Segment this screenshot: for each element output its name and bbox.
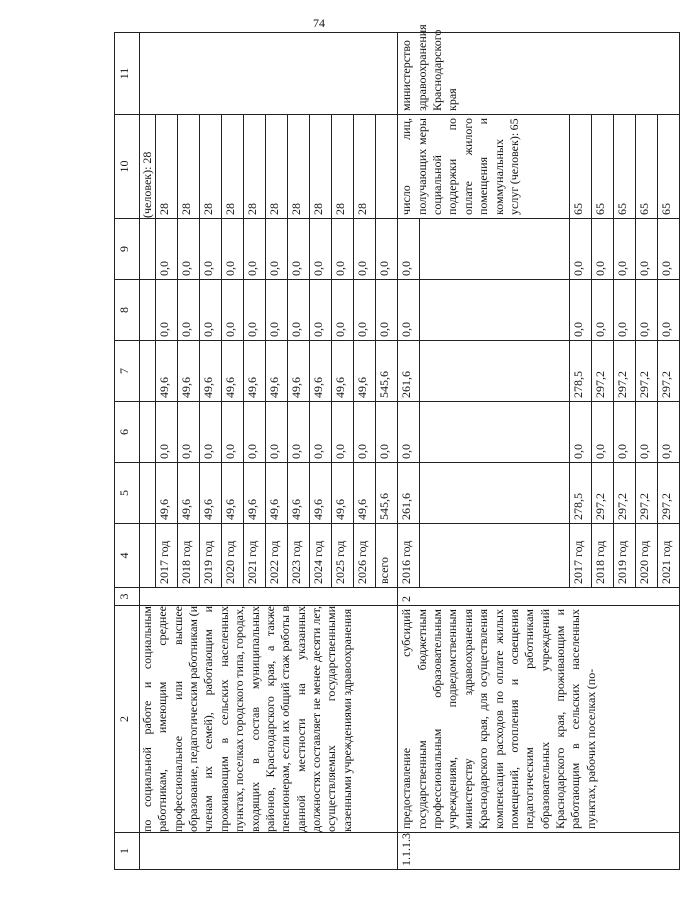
cell-year: 2019 год <box>200 524 222 588</box>
cell-value <box>420 463 570 524</box>
cell-value: 297,2 <box>592 341 614 402</box>
table-row <box>398 33 420 870</box>
cell-value: 545,6 <box>376 341 398 402</box>
indicator-tail: (человек): 28 <box>140 115 156 219</box>
cell-value: 0,0 <box>200 219 222 280</box>
cell-value: 49,6 <box>156 463 178 524</box>
header-cell: 4 <box>115 524 140 588</box>
cell-value: 297,2 <box>658 341 680 402</box>
header-cell: 5 <box>115 463 140 524</box>
header-cell: 10 <box>115 115 140 219</box>
cell-value: 0,0 <box>376 402 398 463</box>
header-cell: 6 <box>115 402 140 463</box>
cell-value: 0,0 <box>614 280 636 341</box>
cell-value <box>140 219 156 280</box>
cell-year <box>140 524 156 588</box>
cell-indicator-value: 28 <box>288 115 310 219</box>
cell-value <box>140 341 156 402</box>
cell-value: 0,0 <box>636 402 658 463</box>
cell-status <box>140 588 398 606</box>
cell-year: 2020 год <box>222 524 244 588</box>
cell-value: 49,6 <box>266 463 288 524</box>
cell-indicator-value: 28 <box>310 115 332 219</box>
cell-value: 0,0 <box>178 402 200 463</box>
cell-year: 2021 год <box>244 524 266 588</box>
cell-year <box>420 524 570 588</box>
cell-value: 49,6 <box>156 341 178 402</box>
cell-value: 0,0 <box>178 219 200 280</box>
table-row <box>140 33 156 870</box>
cell-indicator-value: 28 <box>156 115 178 219</box>
cell-value: 49,6 <box>354 463 376 524</box>
cell-year: 2018 год <box>178 524 200 588</box>
indicator-description: число лиц, получающих меры социальной поддержки по оплате жилого помещения и коммунальных услуг (человек): 65 <box>398 115 570 219</box>
cell-value: 49,6 <box>266 341 288 402</box>
cell-value: 261,6 <box>398 463 420 524</box>
cell-status: 2 <box>398 588 680 606</box>
cell-indicator-value: 65 <box>658 115 680 219</box>
cell-value: 49,6 <box>288 341 310 402</box>
cell-value: 49,6 <box>244 463 266 524</box>
cell-year: 2017 год <box>570 524 592 588</box>
cell-value: 297,2 <box>592 463 614 524</box>
header-cell: 9 <box>115 219 140 280</box>
cell-number <box>140 833 398 870</box>
cell-value: 0,0 <box>658 402 680 463</box>
cell-value: 49,6 <box>200 463 222 524</box>
cell-value: 0,0 <box>592 402 614 463</box>
cell-value: 49,6 <box>178 341 200 402</box>
cell-value: 0,0 <box>222 219 244 280</box>
cell-value: 0,0 <box>310 280 332 341</box>
cell-indicator-value: 28 <box>354 115 376 219</box>
cell-value: 278,5 <box>570 341 592 402</box>
cell-year: 2018 год <box>592 524 614 588</box>
cell-value: 0,0 <box>222 402 244 463</box>
header-cell: 11 <box>115 33 140 115</box>
cell-value: 0,0 <box>156 219 178 280</box>
cell-value: 0,0 <box>266 402 288 463</box>
cell-year: 2017 год <box>156 524 178 588</box>
cell-value: 297,2 <box>658 463 680 524</box>
cell-value: 0,0 <box>570 280 592 341</box>
cell-value: 0,0 <box>354 402 376 463</box>
cell-value: 0,0 <box>200 402 222 463</box>
cell-year: 2021 год <box>658 524 680 588</box>
cell-value: 0,0 <box>332 280 354 341</box>
header-cell: 7 <box>115 341 140 402</box>
cell-indicator-value: 65 <box>614 115 636 219</box>
cell-value: 297,2 <box>614 341 636 402</box>
cell-value: 0,0 <box>376 280 398 341</box>
cell-year: 2026 год <box>354 524 376 588</box>
cell-value: 0,0 <box>592 219 614 280</box>
cell-value: 0,0 <box>658 280 680 341</box>
rotated-table-container <box>114 24 674 870</box>
cell-indicator-value: 28 <box>266 115 288 219</box>
cell-value: 49,6 <box>222 341 244 402</box>
cell-value: 0,0 <box>636 219 658 280</box>
cell-value: 0,0 <box>156 280 178 341</box>
cell-year: 2019 год <box>614 524 636 588</box>
cell-value: 0,0 <box>332 402 354 463</box>
cell-value: 0,0 <box>310 219 332 280</box>
cell-indicator-value: 65 <box>570 115 592 219</box>
cell-value: 0,0 <box>288 219 310 280</box>
cell-value: 297,2 <box>636 341 658 402</box>
measure-description: предоставление субсидий государственным бюджетным профессиональным образовательным учреждениям, подведомственным министерству здравоохранения Краснодарского края, для осуществления компенсации расходов по оплате жилых помещений, отопления и освещения педагогическим работникам образовательных учреждений Краснодарского края, проживающим и работающим в сельских населенных пунктах, рабочих поселках (по- <box>398 606 680 833</box>
cell-indicator-value: 28 <box>332 115 354 219</box>
cell-value: 0,0 <box>570 402 592 463</box>
cell-value: 0,0 <box>398 219 420 280</box>
cell-year: 2025 год <box>332 524 354 588</box>
cell-value <box>140 280 156 341</box>
cell-value: 0,0 <box>244 280 266 341</box>
cell-indicator-value: 28 <box>200 115 222 219</box>
cell-value: 0,0 <box>332 219 354 280</box>
cell-value: 49,6 <box>332 463 354 524</box>
cell-responsible <box>140 33 398 115</box>
cell-value: 0,0 <box>266 280 288 341</box>
header-row <box>115 33 140 870</box>
cell-indicator-value: 65 <box>592 115 614 219</box>
cell-value <box>140 402 156 463</box>
header-cell: 2 <box>115 606 140 833</box>
cell-value: 261,6 <box>398 341 420 402</box>
cell-value: 297,2 <box>614 463 636 524</box>
cell-value: 0,0 <box>244 219 266 280</box>
cell-value: 49,6 <box>244 341 266 402</box>
cell-value: 0,0 <box>614 402 636 463</box>
page-number: 74 <box>313 16 325 30</box>
cell-value: 0,0 <box>288 280 310 341</box>
header-cell: 8 <box>115 280 140 341</box>
program-measures-table <box>114 24 680 870</box>
cell-value: 49,6 <box>310 341 332 402</box>
responsible-executor: министерство здравоохранения Краснодарского края <box>398 33 680 115</box>
header-cell: 1 <box>115 833 140 870</box>
cell-value: 0,0 <box>354 219 376 280</box>
cell-value: 0,0 <box>658 219 680 280</box>
cell-value <box>140 463 156 524</box>
cell-year: всего <box>376 524 398 588</box>
cell-value: 49,6 <box>200 341 222 402</box>
cell-value: 49,6 <box>310 463 332 524</box>
cell-value: 0,0 <box>614 219 636 280</box>
measure-description: по социальной работе и социальным работникам, имеющим среднее профессиональное или высшее образование, педагогическим работникам (и членам их семей), работающим и проживающим в сельских населенных пунктах, поселках городского типа, городах, входящих в состав муниципальных районов, Краснодарского края, а также пенсионерам, если их общий стаж работы в данной местности на указанных должностях составляет не менее десяти лет, осуществляемых государственными казенными учреждениями здравоохранения <box>140 606 398 833</box>
cell-year: 2016 год <box>398 524 420 588</box>
cell-value: 49,6 <box>222 463 244 524</box>
cell-value: 297,2 <box>636 463 658 524</box>
cell-indicator-value <box>376 115 398 219</box>
cell-value: 0,0 <box>222 280 244 341</box>
cell-value: 0,0 <box>398 280 420 341</box>
cell-indicator-value: 28 <box>222 115 244 219</box>
cell-value: 49,6 <box>178 463 200 524</box>
cell-value <box>420 280 570 341</box>
cell-value: 278,5 <box>570 463 592 524</box>
cell-value: 0,0 <box>310 402 332 463</box>
cell-value: 0,0 <box>156 402 178 463</box>
cell-year: 2023 год <box>288 524 310 588</box>
cell-value: 0,0 <box>398 402 420 463</box>
cell-value: 0,0 <box>244 402 266 463</box>
cell-indicator-value: 28 <box>178 115 200 219</box>
cell-value: 0,0 <box>592 280 614 341</box>
cell-indicator-value: 28 <box>244 115 266 219</box>
cell-value: 0,0 <box>178 280 200 341</box>
measure-number: 1.1.1.3 <box>398 833 680 870</box>
cell-value: 0,0 <box>200 280 222 341</box>
cell-value: 545,6 <box>376 463 398 524</box>
cell-value: 0,0 <box>636 280 658 341</box>
cell-year: 2024 год <box>310 524 332 588</box>
cell-year: 2022 год <box>266 524 288 588</box>
cell-value: 49,6 <box>288 463 310 524</box>
cell-value <box>420 341 570 402</box>
cell-value: 0,0 <box>570 219 592 280</box>
header-cell: 3 <box>115 588 140 606</box>
cell-value: 0,0 <box>354 280 376 341</box>
cell-value <box>420 219 570 280</box>
cell-indicator-value: 65 <box>636 115 658 219</box>
cell-value: 0,0 <box>266 219 288 280</box>
cell-value: 49,6 <box>354 341 376 402</box>
cell-year: 2020 год <box>636 524 658 588</box>
cell-value: 0,0 <box>376 219 398 280</box>
cell-value: 0,0 <box>288 402 310 463</box>
cell-value: 49,6 <box>332 341 354 402</box>
cell-value <box>420 402 570 463</box>
